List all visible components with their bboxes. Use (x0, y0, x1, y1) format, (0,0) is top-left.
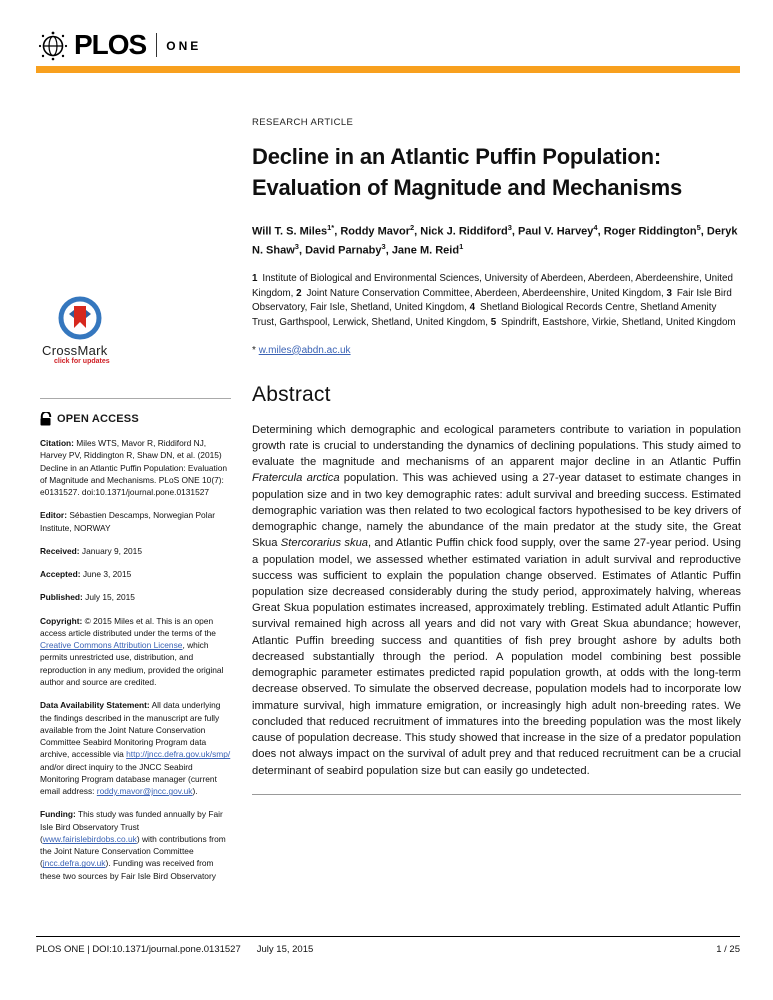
smp-archive-link[interactable]: http://jncc.defra.gov.uk/smp/ (126, 749, 231, 760)
author-affiliation-superscript: 4 (593, 223, 598, 233)
cc-license-link[interactable]: Creative Commons Attribution License (40, 640, 183, 651)
jncc-link[interactable]: jncc.defra.gov.uk (42, 858, 106, 869)
author-name: Roddy Mavor (340, 226, 410, 239)
author-affiliation-superscript: 3 (381, 242, 386, 252)
author-name: Jane M. Reid (391, 244, 460, 257)
citation-label: Citation: (40, 438, 74, 448)
logo-divider (156, 33, 157, 57)
funding-mid: ) with contributions from the Joint Nature Conservation Committee ( (40, 833, 226, 869)
abstract-heading: Abstract (252, 382, 331, 406)
crossmark-subtitle: click for updates (54, 358, 110, 365)
data-availability-block (40, 699, 231, 797)
affiliation-number: 1 (252, 272, 263, 284)
affiliations (252, 272, 741, 331)
affiliation-number: 5 (490, 316, 502, 328)
crossmark-title: CrossMark (42, 343, 108, 358)
affiliation-text: Fair Isle Bird Observatory, Fair Isle, Shetland, United Kingdom, (252, 287, 732, 314)
species-name-italic: Fratercula arctica (252, 472, 340, 485)
received-label: Received: (40, 545, 80, 556)
abstract-segment: Determining which demographic and ecological parameters contribute to variation in population growth rate is crucial to understanding the dynamics of declining populations. This study aimed to evaluate the magnitude and mechanisms of an apparent major decline in an Atlantic Puffin (252, 423, 741, 469)
published-label: Published: (40, 592, 83, 603)
sidebar (40, 296, 231, 882)
abstract-end-divider (252, 794, 741, 795)
published-block (40, 591, 231, 603)
funding-label: Funding: (40, 809, 76, 820)
accepted-text: June 3, 2015 (82, 569, 132, 580)
article-main (252, 117, 741, 795)
affiliation-number: 3 (666, 287, 677, 299)
affiliation-text: Joint Nature Conservation Committee, Aberdeen, Aberdeenshire, United Kingdom, (306, 287, 667, 299)
footer (36, 944, 740, 955)
citation-block (40, 437, 231, 498)
accepted-block (40, 568, 231, 580)
editor-label: Editor: (40, 510, 67, 521)
plos-wordmark: PLOS (74, 29, 147, 60)
corresponding-line (252, 345, 741, 356)
abstract-segment: population. This was achieved using a 27-year dataset to estimate changes in population size and in two key demographic rates: adult survival and breeding success. Estimated demographic variation was then related to two ecological factors hypothesised to be key drivers of demographic change, namely the abundance of the main predator at the study site, the Great Skua (252, 472, 741, 550)
manager-email-link[interactable]: roddy.mavor@jncc.gov.uk (96, 786, 193, 797)
data-availability-label: Data Availability Statement: (40, 700, 150, 711)
affiliation-number: 2 (296, 287, 307, 299)
authors-line: Will T. S. Miles$^{1*}$, Roddy Mavor$^2$, Nick J. Riddiford$^3$, Paul V. Harvey$^4$, Roger Riddington$^5$, Deryk N. Shaw$^3$, David Parnaby$^3$, Jane M. Reid$^1$ (252, 223, 738, 257)
editor-block (40, 509, 231, 534)
affiliation-number: 4 (469, 302, 480, 314)
copyright-block (40, 615, 231, 689)
plos-logo (36, 28, 201, 62)
published-text: July 15, 2015 (85, 592, 135, 603)
article-title-line1: Decline in an Atlantic Puffin Population: (252, 144, 661, 169)
footer-divider (36, 936, 740, 937)
author-affiliation-superscript: 2 (410, 223, 415, 233)
received-block (40, 545, 231, 557)
species-name-italic: Stercorarius skua (280, 537, 369, 550)
author-name: Will T. S. Miles (252, 226, 328, 239)
funding-pre: This study was funded annually by Fair Isle Bird Observatory Trust ( (40, 809, 223, 844)
author-affiliation-superscript: 5 (696, 223, 701, 233)
copyright-text-post: , which permits unrestricted use, distribution, and reproduction in any medium, provided the original author and source are credited. (40, 640, 224, 687)
corresponding-email-link[interactable]: w.miles@abdn.ac.uk (258, 344, 351, 356)
one-wordmark: ONE (166, 39, 202, 53)
citation-text: Miles WTS, Mavor R, Riddiford NJ, Harvey PV, Riddington R, Shaw DN, et al. (2015) Decline in an Atlantic Puffin Population: Evaluation of Magnitude and Mechanisms. PLoS ONE 10(7): e0131527. doi:10.1371/journal.pone.0131527 (40, 438, 228, 498)
author-name: Nick J. Riddiford (420, 226, 508, 239)
affiliation-text: Spindrift, Eastshore, Virkie, Shetland, United Kingdom (501, 316, 736, 328)
article-type-label: RESEARCH ARTICLE (252, 117, 354, 128)
data-availability-mid: and/or direct inquiry to the JNCC Seabird Monitoring Program database manager (current email address: (40, 761, 217, 797)
open-lock-icon (40, 412, 52, 426)
abstract-segment: , and Atlantic Puffin chick food supply, over the same 27-year period. Using a population model, we assessed whether estimated variation in adult survival and reproductive success was sufficient to explain the population change observed. Estimates of Atlantic Puffin population size decreased considerably during the study period, approximately halving, whereas Great Skua population estimates increased, approximately trebling. Estimated adult Atlantic Puffin survival remained high across all years and did not vary with Great Skua abundance; however, Atlantic Puffin breeding success and quantities of fish prey brought ashore by adults both decreased substantially through the period. A population model combining best possible demographic parameter estimates predicted rapid population growth, at odds with the long-term decrease observed. To simulate the observed decrease, population models had to incorporate low immature survival, high immature emigration, or increasingly high adult non-breeding rates. We concluded that reduced recruitment of immatures into the breeding population was the most likely cause of population decrease. This study showed that increase in the size of a predator population does not always impact on the survival of adult prey and that reduced recruitment can be a crucial determinant of seabird population size but can easily go undetected. (252, 537, 742, 777)
editor-text: Sébastien Descamps, Norwegian Polar Institute, NORWAY (40, 510, 216, 533)
author-name: Deryk N. Shaw (252, 226, 738, 257)
received-text: January 9, 2015 (81, 545, 142, 556)
open-access-badge (40, 412, 231, 426)
footer-date: July 15, 2015 (256, 944, 314, 955)
sidebar-divider (40, 398, 231, 399)
author-name: Roger Riddington (603, 226, 697, 239)
author-name: David Parnaby (305, 244, 382, 257)
open-access-label: OPEN ACCESS (57, 413, 139, 425)
article-title (252, 141, 741, 203)
funding-post: ). Funding was received from these two sources by Fair Isle Bird Observatory (40, 858, 216, 881)
abstract-text (252, 422, 741, 779)
copyright-text-pre: © 2015 Miles et al. This is an open access article distributed under the terms of the (40, 615, 216, 638)
footer-doi: PLOS ONE | DOI:10.1371/journal.pone.0131527 (36, 944, 241, 955)
accepted-label: Accepted: (40, 569, 81, 580)
author-affiliation-superscript: 1* (327, 223, 335, 233)
copyright-label: Copyright: (40, 615, 83, 626)
footer-journal-info (36, 944, 329, 955)
funding-block (40, 808, 231, 882)
article-title-line2: Evaluation of Magnitude and Mechanisms (252, 175, 683, 201)
author-name: Paul V. Harvey (518, 226, 594, 239)
author-affiliation-superscript: 3 (507, 223, 512, 233)
fibo-trust-link[interactable]: www.fairislebirdobs.co.uk (42, 833, 137, 844)
corresponding-marker: * (252, 344, 256, 356)
data-availability-pre: All data underlying the findings described in the manuscript are fully available from the Joint Nature Conservation Committee Seabird Monitoring Program data archive, accessible via (40, 700, 221, 760)
affiliation-text: Institute of Biological and Environmental Sciences, University of Aberdeen, Aberdeen, Aberdeenshire, United Kingdom, (252, 272, 733, 299)
footer-page-number: 1 / 25 (716, 944, 740, 955)
brand-orange-bar (36, 66, 740, 73)
crossmark-icon (58, 296, 102, 340)
author-affiliation-superscript: 3 (294, 242, 299, 252)
data-availability-post: ). (192, 786, 198, 797)
affiliation-text: Shetland Biological Records Centre, Shetland Amenity Trust, Garthspool, Lerwick, Shetland, United Kingdom, (252, 302, 717, 328)
crossmark-badge[interactable] (40, 296, 160, 365)
plos-globe-icon (36, 28, 70, 62)
author-affiliation-superscript: 1 (459, 242, 464, 252)
